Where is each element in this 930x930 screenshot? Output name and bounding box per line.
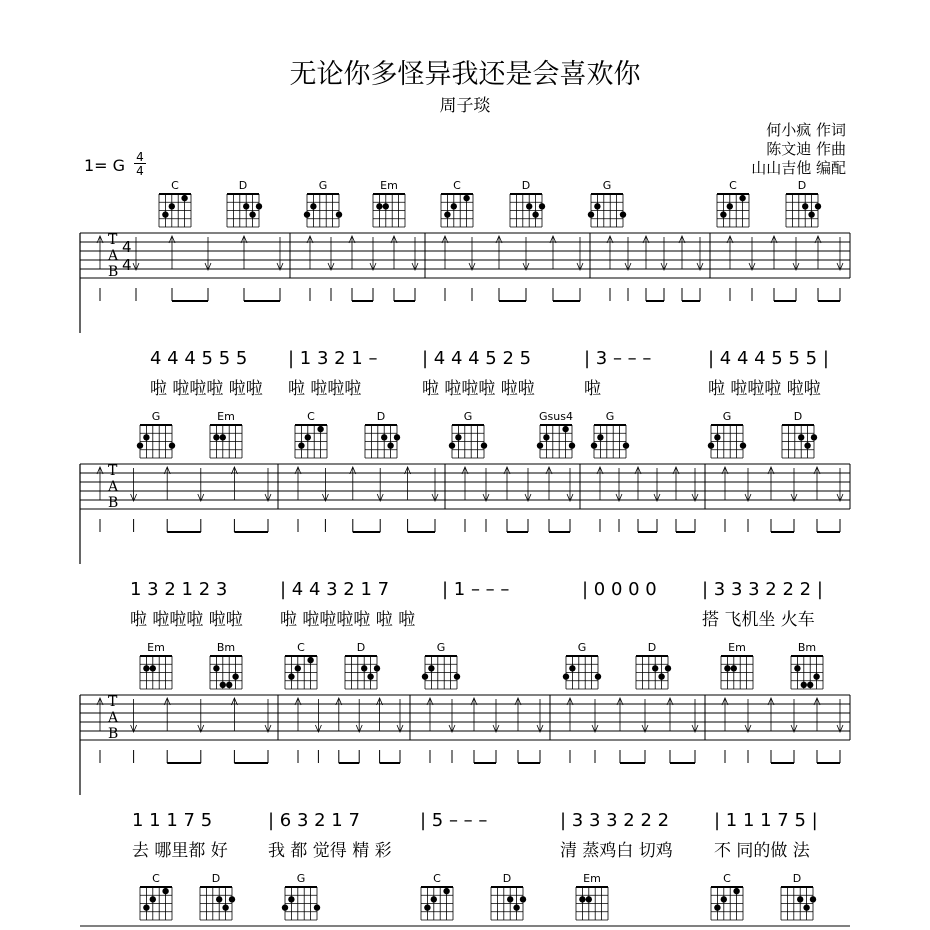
lyricist-credit: 何小疯 作词 [766, 121, 846, 139]
chord-diagram-dot [532, 211, 538, 217]
time-signature-top: 4 [134, 151, 146, 164]
chord-name: C [152, 872, 160, 885]
chord-diagram-dot [733, 888, 739, 894]
chord-diagram-dot [588, 211, 594, 217]
chord-diagram-dot [563, 673, 569, 679]
chord-diagram-dot [731, 665, 737, 671]
chord-name: G [296, 872, 306, 885]
chord-diagram-dot [739, 195, 745, 201]
chord-diagram-dot [162, 211, 168, 217]
lyric-segment: 我 都 觉得 精 彩 [268, 841, 392, 861]
chord-name: G [602, 179, 612, 192]
chord-name: Em [728, 641, 746, 654]
chord-diagram-dot [455, 434, 461, 440]
chord-diagram-dot [591, 442, 597, 448]
chord-diagram-dot [724, 665, 730, 671]
chord-diagram-dot [449, 442, 455, 448]
chord-diagram-dot [443, 888, 449, 894]
chord-diagram-dot [169, 442, 175, 448]
chord-name: C [723, 872, 731, 885]
lyric-segment: 啦 啦啦啦 啦啦 [150, 379, 263, 399]
chord-name: G [463, 410, 473, 423]
jianpu-measure: 4 4 4 5 5 5 [150, 348, 248, 369]
chord-diagram-dot [282, 904, 288, 910]
chord-diagram-dot [623, 442, 629, 448]
chord-diagram-dot [428, 665, 434, 671]
tab-letter: B [108, 495, 119, 511]
composer-credit: 陈文迪 作曲 [766, 140, 846, 158]
chord-name: G [436, 641, 446, 654]
chord-name: Em [147, 641, 165, 654]
tab-letter: A [108, 479, 119, 495]
chord-name: C [433, 872, 441, 885]
chord-diagram-dot [797, 896, 803, 902]
chord-diagram-dot [374, 665, 380, 671]
chord-diagram-dot [304, 211, 310, 217]
chord-diagram-dot [310, 203, 316, 209]
jianpu-measure: | 1 1 1 7 5 | [714, 810, 818, 831]
tab-letter: T [108, 463, 118, 479]
chord-name: D [376, 410, 386, 423]
chord-diagram-dot [376, 203, 382, 209]
lyric-segment: 清 蒸鸡白 切鸡 [560, 841, 673, 861]
chord-diagram-dot [562, 426, 568, 432]
chord-name: Gsus4 [539, 410, 573, 423]
chord-diagram-dot [383, 203, 389, 209]
chord-name: G [151, 410, 161, 423]
chord-diagram-dot [537, 442, 543, 448]
chord-name: D [793, 410, 803, 423]
jianpu-measure: 1 3 2 1 2 3 [130, 579, 228, 600]
chord-name: D [797, 179, 807, 192]
lyric-segment: 啦 啦啦啦 啦啦 [708, 379, 821, 399]
tab-letter: B [108, 264, 119, 280]
artist-name: 周子琰 [439, 96, 491, 116]
chord-name: G [722, 410, 732, 423]
chord-diagram-dot [216, 896, 222, 902]
chord-diagram-dot [150, 896, 156, 902]
chord-diagram-dot [808, 211, 814, 217]
chord-diagram-dot [298, 442, 304, 448]
chord-diagram-dot [740, 442, 746, 448]
chord-name: D [238, 179, 248, 192]
chord-diagram-dot [256, 203, 262, 209]
tab-letter: B [108, 726, 119, 742]
chord-name: D [356, 641, 366, 654]
chord-name: D [647, 641, 657, 654]
chord-diagram-dot [422, 673, 428, 679]
chord-diagram-dot [220, 434, 226, 440]
chord-diagram-dot [361, 665, 367, 671]
chord-diagram-dot [652, 665, 658, 671]
jianpu-measure: 1 1 1 7 5 [132, 810, 213, 831]
tab-time-signature: 4 [122, 256, 132, 274]
chord-diagram-dot [658, 673, 664, 679]
chord-diagram-dot [295, 665, 301, 671]
chord-diagram-dot [444, 211, 450, 217]
chord-diagram-dot [162, 888, 168, 894]
jianpu-measure: | 3 3 3 2 2 2 | [702, 579, 823, 600]
chord-diagram-dot [213, 665, 219, 671]
chord-diagram-dot [579, 896, 585, 902]
chord-diagram-dot [620, 211, 626, 217]
chord-diagram-dot [804, 442, 810, 448]
lyric-segment: 啦 [584, 379, 601, 399]
chord-diagram-dot [229, 896, 235, 902]
chord-diagram-dot [586, 896, 592, 902]
chord-diagram-dot [569, 665, 575, 671]
chord-diagram-dot [481, 442, 487, 448]
chord-diagram-dot [314, 904, 320, 910]
chord-name: G [605, 410, 615, 423]
chord-name: D [792, 872, 802, 885]
jianpu-measure: | 0 0 0 0 [582, 579, 657, 600]
chord-diagram-dot [387, 442, 393, 448]
chord-diagram-dot [424, 904, 430, 910]
chord-diagram-dot [595, 673, 601, 679]
lyric-segment: 搭 飞机坐 火车 [702, 610, 815, 630]
chord-diagram-dot [143, 665, 149, 671]
jianpu-measure: | 1 3 2 1 – [288, 348, 378, 369]
chord-name: C [297, 641, 305, 654]
jianpu-measure: | 1 – – – [442, 579, 510, 600]
chord-diagram-dot [569, 442, 575, 448]
chord-diagram-dot [714, 904, 720, 910]
chord-diagram-dot [526, 203, 532, 209]
tab-letter: T [108, 694, 118, 710]
chord-diagram-dot [169, 203, 175, 209]
song-title: 无论你多怪异我还是会喜欢你 [289, 59, 641, 90]
chord-diagram-dot [802, 203, 808, 209]
chord-diagram-dot [543, 434, 549, 440]
chord-diagram-dot [150, 665, 156, 671]
chord-diagram-dot [807, 682, 813, 688]
chord-diagram-dot [815, 203, 821, 209]
chord-diagram-dot [454, 673, 460, 679]
chord-diagram-dot [367, 673, 373, 679]
chord-diagram-dot [317, 426, 323, 432]
chord-name: C [307, 410, 315, 423]
chord-diagram-dot [222, 904, 228, 910]
chord-diagram-dot [143, 904, 149, 910]
chord-name: G [318, 179, 328, 192]
chord-diagram-dot [520, 896, 526, 902]
chord-diagram-dot [597, 434, 603, 440]
time-signature-bottom: 4 [136, 164, 144, 178]
chord-name: C [729, 179, 737, 192]
chord-diagram-dot [243, 203, 249, 209]
chord-name: C [171, 179, 179, 192]
lyric-segment: 啦 啦啦啦 啦啦 [422, 379, 535, 399]
jianpu-measure: | 3 3 3 2 2 2 [560, 810, 670, 831]
tab-letter: A [108, 248, 119, 264]
tab-letter: A [108, 710, 119, 726]
chord-diagram-dot [305, 434, 311, 440]
chord-diagram-dot [513, 904, 519, 910]
chord-name: Em [380, 179, 398, 192]
tab-time-signature: 4 [122, 238, 132, 256]
chord-diagram-dot [810, 896, 816, 902]
jianpu-measure: | 6 3 2 1 7 [268, 810, 360, 831]
chord-name: Bm [797, 641, 817, 654]
chord-diagram-dot [226, 682, 232, 688]
chord-diagram-dot [249, 211, 255, 217]
chord-name: D [502, 872, 512, 885]
chord-diagram-dot [463, 195, 469, 201]
chord-diagram-dot [288, 896, 294, 902]
chord-name: Em [583, 872, 601, 885]
chord-diagram-dot [798, 434, 804, 440]
chord-diagram-dot [720, 211, 726, 217]
chord-diagram-dot [811, 434, 817, 440]
arranger-credit: 山山吉他 编配 [751, 159, 846, 177]
chord-diagram-dot [394, 434, 400, 440]
chord-diagram-dot [381, 434, 387, 440]
chord-diagram-dot [213, 434, 219, 440]
chord-name: D [521, 179, 531, 192]
lyric-segment: 啦 啦啦啦 啦啦 [130, 610, 243, 630]
chord-diagram-dot [708, 442, 714, 448]
jianpu-measure: | 4 4 3 2 1 7 [280, 579, 390, 600]
jianpu-measure: | 4 4 4 5 2 5 [422, 348, 532, 369]
chord-diagram-dot [803, 904, 809, 910]
chord-diagram-dot [220, 682, 226, 688]
chord-diagram-dot [813, 673, 819, 679]
lyric-segment: 啦 啦啦啦 [288, 379, 362, 399]
chord-diagram-dot [431, 896, 437, 902]
chord-diagram-dot [721, 896, 727, 902]
chord-name: G [577, 641, 587, 654]
chord-diagram-dot [507, 896, 513, 902]
chord-diagram-dot [714, 434, 720, 440]
chord-diagram-dot [665, 665, 671, 671]
chord-diagram-dot [451, 203, 457, 209]
chord-diagram-dot [594, 203, 600, 209]
chord-diagram-dot [307, 657, 313, 663]
jianpu-measure: | 4 4 4 5 5 5 | [708, 348, 829, 369]
chord-name: Em [217, 410, 235, 423]
chord-diagram-dot [288, 673, 294, 679]
chord-diagram-dot [801, 682, 807, 688]
lyric-segment: 不 同的做 法 [714, 841, 810, 861]
tab-letter: T [108, 232, 118, 248]
chord-diagram-dot [794, 665, 800, 671]
chord-diagram-dot [232, 673, 238, 679]
jianpu-measure: | 3 – – – [584, 348, 652, 369]
chord-name: C [453, 179, 461, 192]
lyric-segment: 啦 啦啦啦啦 啦 啦 [280, 610, 416, 630]
chord-diagram-dot [336, 211, 342, 217]
chord-diagram-dot [539, 203, 545, 209]
chord-diagram-dot [143, 434, 149, 440]
lyric-segment: 去 哪里都 好 [132, 841, 228, 861]
chord-diagram-dot [181, 195, 187, 201]
chord-name: Bm [216, 641, 236, 654]
key-signature: 1= G [84, 156, 126, 175]
chord-name: D [211, 872, 221, 885]
jianpu-measure: | 5 – – – [420, 810, 488, 831]
chord-diagram-dot [727, 203, 733, 209]
chord-diagram-dot [137, 442, 143, 448]
